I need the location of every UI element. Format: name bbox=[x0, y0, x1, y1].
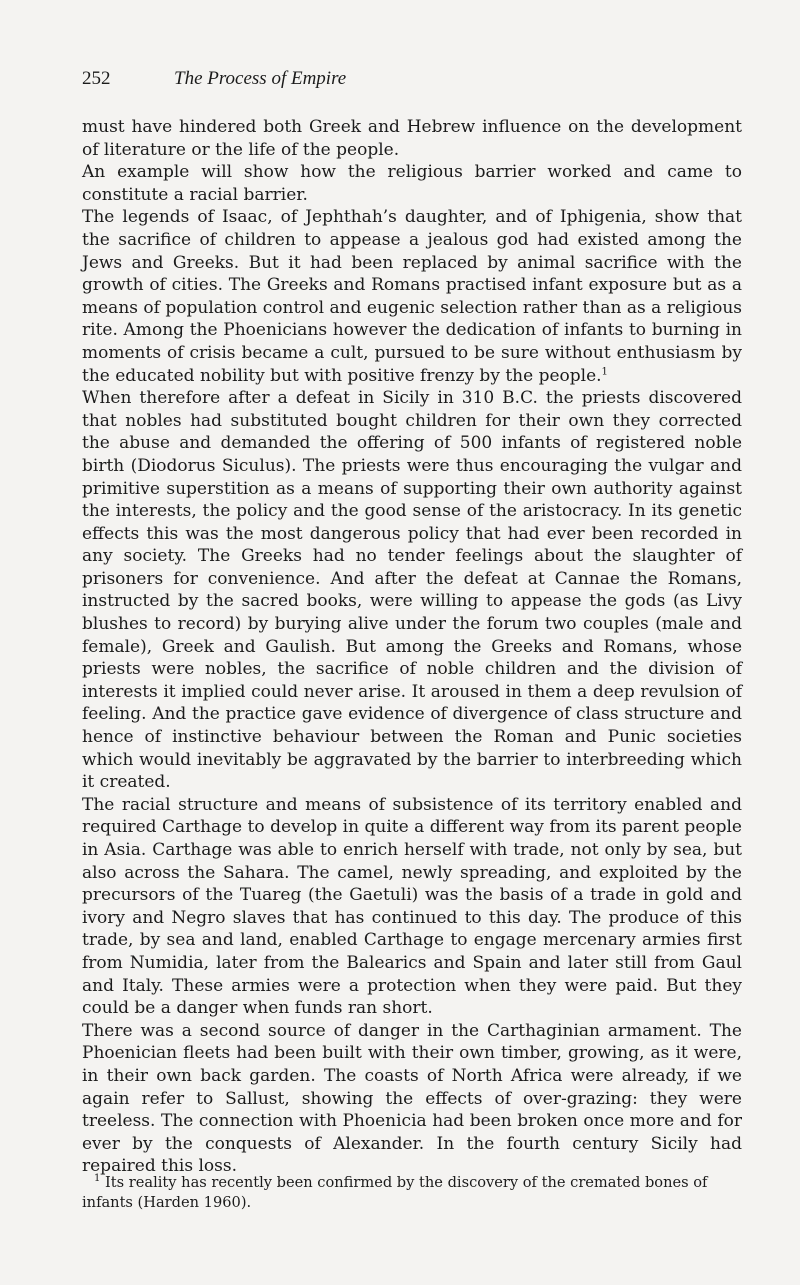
paragraph: must have hindered both Greek and Hebrew influence on the development of literature or the life of the people. bbox=[82, 117, 742, 160]
paragraph: An example will show how the religious barrier worked and came to constitute a racial barrier. bbox=[82, 162, 742, 205]
paragraph: When therefore after a defeat in Sicily in 310 B.C. the priests discovered that nobles had substituted bought children for their own they corrected the abuse and demanded the offering of 500 infants of registered noble birth (Diodorus Siculus). The priests were thus encouraging the vulgar and primitive superstition as a means of supporting their own authority against the interests, the policy and the good sense of the aristocracy. In its genetic effects this was the most dangerous policy that had ever been recorded in any society. The Greeks had no tender feelings about the slaughter of prisoners for convenience. And after the defeat at Cannae the Romans, instructed by the sacred books, were willing to appease the gods (as Livy blushes to record) by burying alive under the forum two couples (male and female), Greek and Gaulish. But among the Greeks and Romans, whose priests were nobles, the sacrifice of noble children and the division of interests it implied could never arise. It aroused in them a deep revulsion of feeling. And the practice gave evidence of divergence of class structure and hence of instinctive behaviour between the Roman and Punic societies which would inevitably be aggravated by the barrier to interbreeding which it created. bbox=[82, 388, 742, 793]
footnote-marker: 1 bbox=[94, 1173, 101, 1185]
footnote-reference: 1 bbox=[601, 365, 608, 377]
page-header bbox=[82, 68, 742, 96]
footnote-body: Its reality has recently been confirmed by the discovery of the cremated bones of infants (Harden 1960). bbox=[82, 1174, 708, 1211]
paragraph bbox=[82, 206, 742, 387]
footnote-text bbox=[82, 1173, 742, 1213]
footnote bbox=[82, 1173, 742, 1213]
paragraph: The racial structure and means of subsistence of its territory enabled and required Carthage to develop in quite a different way from its parent people in Asia. Carthage was able to enrich herself with trade, not only by sea, but also across the Sahara. The camel, newly spreading, and exploited by the precursors of the Tuareg (the Gaetuli) was the basis of a trade in gold and ivory and Negro slaves that has continued to this day. The produce of this trade, by sea and land, enabled Carthage to engage mercenary armies first from Numidia, later from the Balearics and Spain and later still from Gaul and Italy. These armies were a protection when they were paid. But they could be a danger when funds ran short. bbox=[82, 794, 742, 1019]
page-number: 252 bbox=[82, 68, 111, 89]
paragraph-text: The legends of Isaac, of Jephthah’s daughter, and of Iphigenia, show that the sacrifice of children to appease a jealous god had existed among the Jews and Greeks. But it had been replaced by animal sacrifice with the growth of cities. The Greeks and Romans practised infant exposure but as a means of population control and eugenic selection rather than as a religious rite. Among the Phoenicians however the dedication of infants to burning in moments of crisis became a cult, pursued to be sure without enthusiasm by the educated nobility but with positive frenzy by the people. bbox=[82, 207, 742, 386]
body-text bbox=[82, 116, 742, 1178]
paragraph: There was a second source of danger in the Carthaginian armament. The Phoenician fleets had been built with their own timber, growing, as it were, in their own back garden. The coasts of North Africa were already, if we again refer to Sallust, showing the effects of over-grazing: they were treeless. The connection with Phoenicia had been broken once more and for ever by the conquests of Alexander. In the fourth century Sicily had repaired this loss. bbox=[82, 1020, 742, 1177]
running-title: The Process of Empire bbox=[174, 68, 347, 89]
